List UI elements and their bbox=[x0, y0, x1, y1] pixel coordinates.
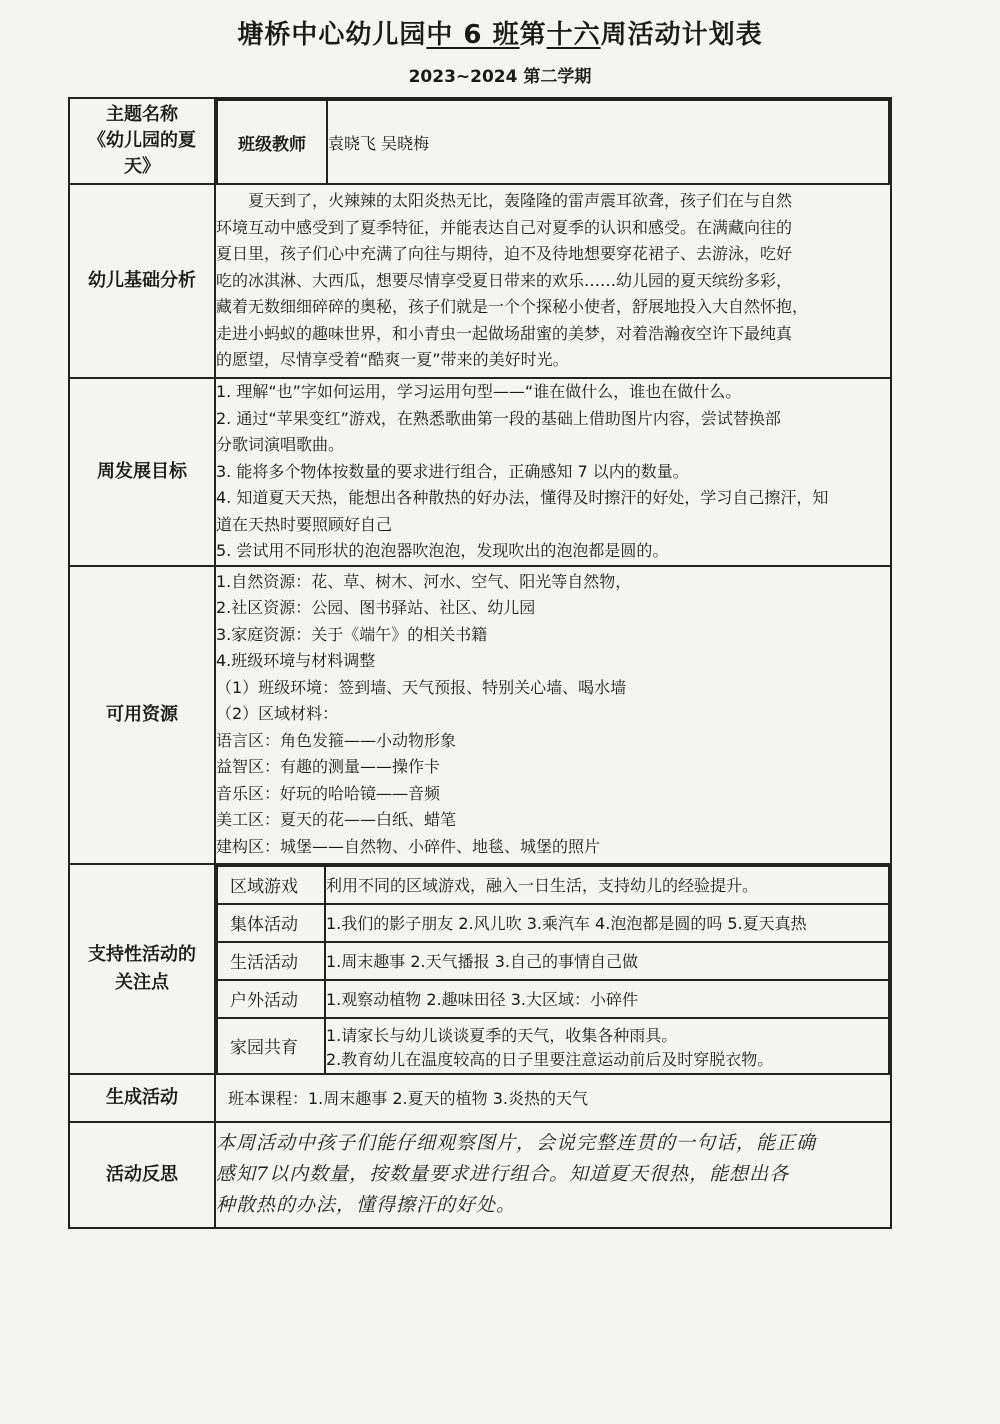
resources-content bbox=[215, 566, 891, 864]
support-item-content: 利用不同的区域游戏，融入一日生活，支持幼儿的经验提升。 bbox=[325, 866, 889, 904]
support-content bbox=[215, 864, 891, 1074]
analysis-line: 的愿望，尽情享受着“酷爽一夏”带来的美好时光。 bbox=[216, 350, 569, 370]
goal-line: 2. 通过“苹果变红”游戏，在熟悉歌曲第一段的基础上借助图片内容，尝试替换部 bbox=[216, 408, 781, 428]
semester-label: 2023~2024 第二学期 bbox=[408, 67, 592, 87]
support-row bbox=[69, 864, 891, 1074]
analysis-line: 夏天到了，火辣辣的太阳炎热无比，轰隆隆的雷声震耳欲聋，孩子们在与自然 bbox=[248, 191, 793, 211]
resource-line: 音乐区：好玩的哈哈镜——音频 bbox=[216, 783, 441, 803]
theme-label: 主题名称 bbox=[106, 104, 178, 125]
reflection-line: 种散热的办法，懂得擦汗的好处。 bbox=[216, 1194, 517, 1216]
support-item-name: 户外活动 bbox=[217, 980, 325, 1018]
reflection-line: 本周活动中孩子们能仔细观察图片，会说完整连贯的一句话，能正确 bbox=[216, 1132, 817, 1154]
reflection-content bbox=[215, 1122, 891, 1228]
resource-line: 语言区：角色发箍——小动物形象 bbox=[216, 730, 457, 750]
theme-label-cell bbox=[69, 98, 215, 184]
analysis-label: 幼儿基础分析 bbox=[69, 184, 215, 378]
resource-line: 益智区：有趣的测量——操作卡 bbox=[216, 757, 441, 777]
support-item-content bbox=[325, 1018, 889, 1073]
resource-line: （2）区域材料： bbox=[216, 704, 339, 724]
support-item-content: 1.观察动植物 2.趣味田径 3.大区域：小碎件 bbox=[325, 980, 889, 1018]
theme-row bbox=[69, 98, 891, 184]
analysis-line: 环境互动中感受到了夏季特征，并能表达自己对夏季的认识和感受。在满藏向往的 bbox=[216, 217, 793, 237]
support-item-name: 集体活动 bbox=[217, 904, 325, 942]
goal-line: 5. 尝试用不同形状的泡泡器吹泡泡，发现吹出的泡泡都是圆的。 bbox=[216, 541, 669, 560]
theme-name-line1: 《幼儿园的夏 bbox=[88, 130, 196, 151]
analysis-line: 夏日里，孩子们心中充满了向往与期待，迫不及待地想要穿花裙子、去游泳，吃好 bbox=[216, 244, 793, 264]
resource-line: 1.自然资源：花、草、树木、河水、空气、阳光等自然物， bbox=[216, 571, 632, 591]
goal-line: 4. 知道夏天天热，能想出各种散热的好办法，懂得及时擦汗的好处，学习自己擦汗，知 bbox=[216, 488, 829, 507]
support-item-content: 1.我们的影子朋友 2.风儿吹 3.乘汽车 4.泡泡都是圆的吗 5.夏天真热 bbox=[325, 904, 889, 942]
generated-label: 生成活动 bbox=[69, 1074, 215, 1122]
support-item bbox=[217, 1018, 889, 1073]
plan-table bbox=[68, 97, 892, 1229]
reflection-line: 感知7以内数量，按数量要求进行组合。知道夏天很热，能想出各 bbox=[216, 1163, 790, 1185]
resource-line: 3.家庭资源：关于《端午》的相关书籍 bbox=[216, 624, 488, 644]
resource-line: （1）班级环境：签到墙、天气预报、特别关心墙、喝水墙 bbox=[216, 677, 627, 697]
analysis-row bbox=[69, 184, 891, 378]
support-label-line2: 关注点 bbox=[115, 971, 169, 993]
support-item-line: 2.教育幼儿在温度较高的日子里要注意运动前后及时穿脱衣物。 bbox=[326, 1049, 774, 1069]
reflection-row bbox=[69, 1122, 891, 1228]
analysis-line: 藏着无数细细碎碎的奥秘，孩子们就是一个个探秘小使者，舒展地投入大自然怀抱， bbox=[216, 297, 809, 317]
resource-line: 2.社区资源：公园、图书驿站、社区、幼儿园 bbox=[216, 598, 536, 618]
support-item bbox=[217, 942, 889, 980]
goals-content bbox=[215, 378, 891, 566]
resource-line: 建构区：城堡——自然物、小碎件、地毯、城堡的照片 bbox=[216, 836, 601, 856]
goal-line: 1. 理解“也”字如何运用，学习运用句型——“谁在做什么，谁也在做什么。 bbox=[216, 382, 742, 401]
resource-line: 美工区：夏天的花——白纸、蜡笔 bbox=[216, 810, 457, 830]
analysis-line: 吃的冰淇淋、大西瓜，想要尽情享受夏日带来的欢乐……幼儿园的夏天缤纷多彩， bbox=[216, 270, 793, 290]
goal-line: 分歌词演唱歌曲。 bbox=[216, 435, 345, 454]
theme-name-line2: 天》 bbox=[124, 156, 160, 177]
goal-line: 道在天热时要照顾好自己 bbox=[216, 514, 393, 534]
support-item bbox=[217, 980, 889, 1018]
support-item bbox=[217, 866, 889, 904]
teacher-cell bbox=[215, 98, 891, 184]
goals-row bbox=[69, 378, 891, 566]
support-item-name: 区域游戏 bbox=[217, 866, 325, 904]
generated-content: 班本课程：1.周末趣事 2.夏天的植物 3.炎热的天气 bbox=[215, 1074, 891, 1122]
support-item bbox=[217, 904, 889, 942]
support-item-line: 1.请家长与幼儿谈谈夏季的天气，收集各种雨具。 bbox=[326, 1025, 678, 1045]
generated-row bbox=[69, 1074, 891, 1122]
teacher-names: 袁晓飞 吴晓梅 bbox=[327, 100, 889, 183]
analysis-line: 走进小蚂蚁的趣味世界，和小青虫一起做场甜蜜的美梦，对着浩瀚夜空许下最纯真 bbox=[216, 323, 793, 343]
goals-label: 周发展目标 bbox=[69, 378, 215, 566]
teacher-label: 班级教师 bbox=[217, 100, 327, 183]
goal-line: 3. 能将多个物体按数量的要求进行组合，正确感知 7 以内的数量。 bbox=[216, 461, 689, 481]
support-item-name: 生活活动 bbox=[217, 942, 325, 980]
reflection-label: 活动反思 bbox=[69, 1122, 215, 1228]
support-label-line1: 支持性活动的 bbox=[88, 943, 196, 965]
resources-label: 可用资源 bbox=[69, 566, 215, 864]
page-title: 塘桥中心幼儿园中 6 班第十六周活动计划表 bbox=[237, 20, 763, 50]
resources-row bbox=[69, 566, 891, 864]
analysis-content bbox=[215, 184, 891, 378]
support-label-cell bbox=[69, 864, 215, 1074]
support-item-name: 家园共育 bbox=[217, 1018, 325, 1073]
resource-line: 4.班级环境与材料调整 bbox=[216, 651, 376, 671]
support-item-content: 1.周末趣事 2.天气播报 3.自己的事情自己做 bbox=[325, 942, 889, 980]
